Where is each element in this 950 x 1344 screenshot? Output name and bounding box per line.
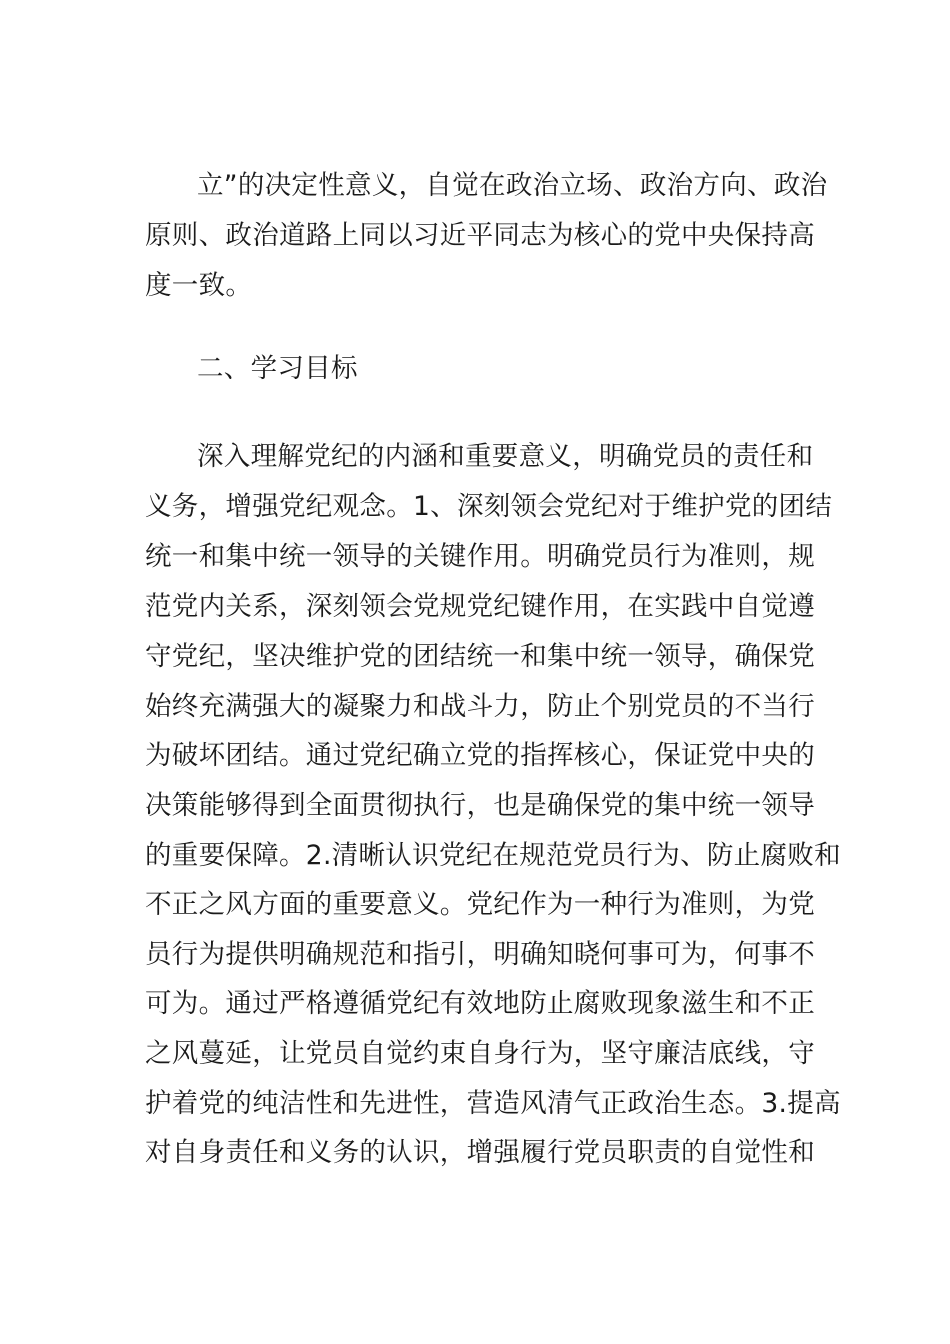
section-heading: 二、学习目标 — [197, 353, 358, 384]
paragraph-line: 决策能够得到全面贯彻执行，也是确保党的集中统一领导 — [145, 790, 815, 821]
paragraph-line: 不正之风方面的重要意义。党纪作为一种行为准则，为党 — [145, 889, 815, 920]
paragraph-line: 统一和集中统一领导的关键作用。明确党员行为准则，规 — [145, 541, 815, 572]
paragraph-line: 始终充满强大的凝聚力和战斗力，防止个别党员的不当行 — [145, 691, 815, 722]
paragraph-line: 为破坏团结。通过党纪确立党的指挥核心，保证党中央的 — [145, 740, 815, 771]
paragraph-line: 的重要保障。2.清晰认识党纪在规范党员行为、防止腐败和 — [145, 840, 841, 871]
paragraph-line: 之风蔓延，让党员自觉约束自身行为，坚守廉洁底线，守 — [145, 1038, 815, 1069]
paragraph-line: 可为。通过严格遵循党纪有效地防止腐败现象滋生和不正 — [145, 988, 815, 1019]
paragraph-line: 范党内关系，深刻领会党规党纪键作用，在实践中自觉遵 — [145, 591, 815, 622]
paragraph-line: 立”的决定性意义，自觉在政治立场、政治方向、政治 — [197, 170, 828, 201]
paragraph-line: 原则、政治道路上同以习近平同志为核心的党中央保持高 — [145, 220, 815, 251]
paragraph-line: 义务，增强党纪观念。1、深刻领会党纪对于维护党的团结 — [145, 491, 833, 522]
paragraph-line: 深入理解党纪的内涵和重要意义，明确党员的责任和 — [197, 441, 814, 472]
paragraph-line: 度一致。 — [145, 270, 253, 301]
paragraph-line: 员行为提供明确规范和指引，明确知晓何事可为，何事不 — [145, 939, 815, 970]
paragraph-line: 对自身责任和义务的认识，增强履行党员职责的自觉性和 — [145, 1137, 815, 1168]
paragraph-line: 守党纪，坚决维护党的团结统一和集中统一领导，确保党 — [145, 641, 815, 672]
paragraph-line: 护着党的纯洁性和先进性，营造风清气正政治生态。3.提高 — [145, 1088, 841, 1119]
